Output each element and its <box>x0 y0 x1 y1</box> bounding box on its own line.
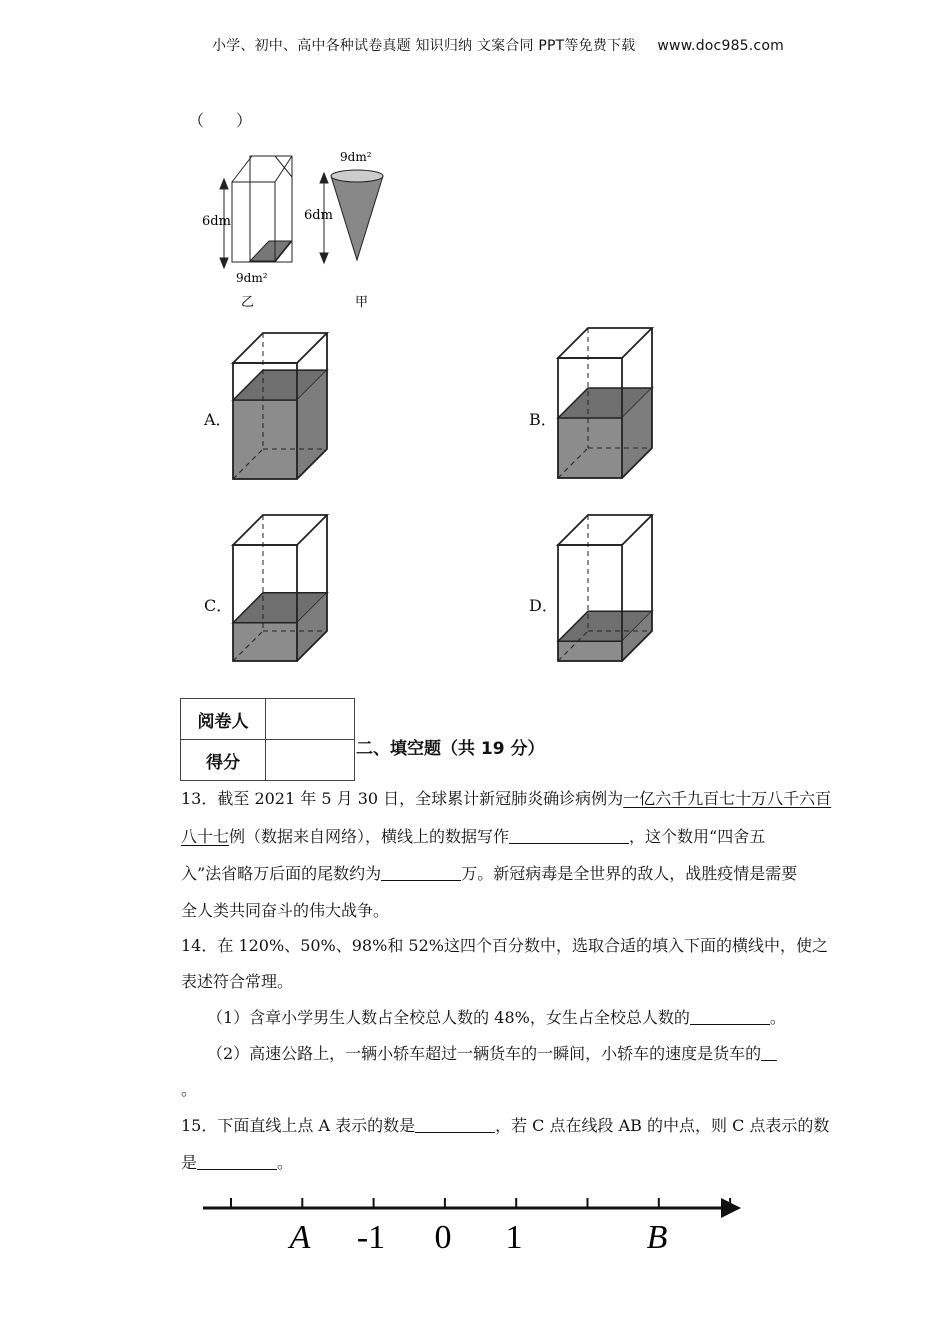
q14-line-1: 14．在 120%、50%、98%和 52%这四个百分数中，选取合适的填入下面的横线中，使之 <box>181 936 828 955</box>
tick-label-1: 1 <box>505 1219 523 1256</box>
water-front <box>233 623 297 661</box>
q15-answer-blank-1[interactable] <box>415 1116 495 1133</box>
q14-part-1 <box>207 1008 786 1028</box>
q15-text: 。 <box>277 1153 294 1172</box>
q14-text: （1）含章小学男生人数占全校总人数的 48%，女生占全校总人数的 <box>207 1008 690 1027</box>
score-cell[interactable] <box>266 740 355 781</box>
figure-label-jia: 甲 <box>355 295 369 310</box>
q13-line-2 <box>181 827 765 847</box>
water-front <box>233 400 297 479</box>
q15-text: 15．下面直线上点 A 表示的数是 <box>181 1116 416 1135</box>
q14-answer-blank-2[interactable] <box>761 1044 777 1061</box>
height-label-right: 6dm <box>304 208 333 223</box>
option-b-label: B． <box>529 410 557 429</box>
question-figure <box>200 145 400 315</box>
option-a-figure[interactable] <box>230 330 332 482</box>
q15-text: 是 <box>181 1153 198 1172</box>
option-c-label: C． <box>204 596 233 615</box>
tick-label-neg1: -1 <box>356 1219 386 1256</box>
page-header <box>212 35 784 55</box>
q13-answer-blank-1[interactable] <box>509 827 629 844</box>
q13-text: 13．截至 2021 年 5 月 30 日，全球累计新冠肺炎确诊病例为 <box>181 789 624 808</box>
q14-text: 。 <box>769 1008 786 1027</box>
q14-answer-blank-1[interactable] <box>690 1008 770 1025</box>
q13-line-1 <box>181 789 831 809</box>
reviewer-label: 阅卷人 <box>181 699 266 740</box>
figure-label-yi: 乙 <box>241 295 255 310</box>
reviewer-cell[interactable] <box>266 699 355 740</box>
point-label-a: A <box>289 1219 311 1256</box>
q13-text: 万。新冠病毒是全世界的敌人，战胜疫情是需要 <box>461 864 798 883</box>
q14-text: （2）高速公路上，一辆小轿车超过一辆货车的一瞬间，小轿车的速度是货车的 <box>207 1044 762 1063</box>
score-table <box>180 698 355 781</box>
top-face <box>233 333 327 363</box>
header-url: www.doc985.com <box>657 38 784 54</box>
q14-part-2-end: 。 <box>181 1080 198 1099</box>
top-face <box>558 515 652 545</box>
header-text: 小学、初中、高中各种试卷真题 知识归纳 文案合同 PPT等免费下载 <box>212 38 636 54</box>
q15-line-2 <box>181 1153 293 1173</box>
q13-underlined-number: 一亿六千九百七十万八千六百 <box>623 789 832 808</box>
cone-figure <box>331 170 383 260</box>
area-label-bottom: 9dm² <box>236 271 268 285</box>
q13-text: 入”法省略万后面的尾数约为 <box>181 864 382 883</box>
q13-answer-blank-2[interactable] <box>381 864 461 881</box>
point-label-b: B <box>646 1219 668 1256</box>
option-c-figure[interactable] <box>230 512 332 664</box>
section-title: 二、填空题（共 19 分） <box>356 739 545 759</box>
tick-label-0: 0 <box>434 1219 452 1256</box>
top-face <box>233 515 327 545</box>
q13-text: 例（数据来自网络），横线上的数据写作 <box>229 827 510 846</box>
q15-line-1 <box>181 1116 829 1136</box>
q13-line-4: 全人类共同奋斗的伟大战争。 <box>181 901 390 920</box>
option-d-figure[interactable] <box>555 512 657 664</box>
option-d-label: D． <box>529 596 558 615</box>
q15-answer-blank-2[interactable] <box>197 1153 277 1170</box>
option-a-label: A． <box>204 410 232 429</box>
score-label: 得分 <box>181 740 266 781</box>
q14-line-2: 表述符合常理。 <box>181 972 294 991</box>
height-label-left: 6dm <box>202 214 231 229</box>
q13-text: ，这个数用“四舍五 <box>629 827 766 846</box>
cuboid-figure <box>232 156 292 262</box>
option-b-figure[interactable] <box>555 325 657 481</box>
q15-text: ，若 C 点在线段 AB 的中点，则 C 点表示的数 <box>495 1116 830 1135</box>
q14-part-2 <box>207 1044 777 1064</box>
top-face <box>558 328 652 358</box>
answer-parentheses: （ ） <box>188 111 253 130</box>
q13-line-3 <box>181 864 797 884</box>
area-label-top: 9dm² <box>340 150 372 164</box>
number-line <box>195 1190 755 1260</box>
q13-underlined-number-end: 八十七 <box>181 827 230 846</box>
